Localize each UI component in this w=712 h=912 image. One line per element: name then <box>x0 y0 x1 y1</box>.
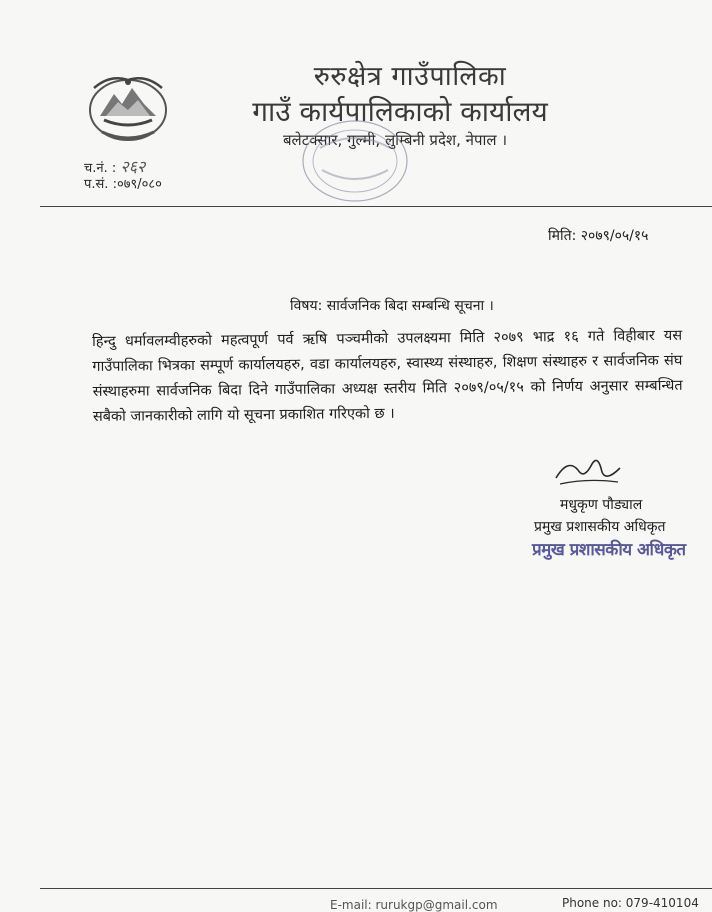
chalani-value: २६२ <box>120 157 146 176</box>
letter-body: हिन्दु धर्मावलम्वीहरुको महत्वपूर्ण पर्व ऋषि पञ्चमीको उपलक्ष्यमा मिति २०७९ भाद्र १६ गते विहीबार यस गाउँपालिका भित्रका सम्पूर्ण कार्यालयहरु, वडा कार्यालयहरु, स्वास्थ्य संस्थाहरु, शिक्षण संस्थाहरु र सार्वजनिक संघ संस्थाहरुमा सार्वजनिक बिदा दिने गाउँपालिका अध्यक्ष स्तरीय मिति २०७९/०५/१५ को निर्णय अनुसार सम्बन्धित सबैको जानकारीको लागि यो सूचना प्रकाशित गरिएको छ । <box>92 327 683 425</box>
footer-phone: Phone no: 079-410104 <box>562 896 699 910</box>
office-stamp-icon <box>300 118 410 204</box>
office-subtitle: गाउँ कार्यपालिकाको कार्यालय <box>252 95 548 128</box>
office-address: बलेटक्सार, गुल्मी, लुम्बिनी प्रदेश, नेपाल । <box>282 131 508 149</box>
chalani-number: च.नं. : २६२ <box>84 157 146 176</box>
header-divider <box>40 206 712 207</box>
letter-date: मिति: २०७९/०५/१५ <box>548 228 649 244</box>
office-name: रुरुक्षेत्र गाउँपालिका <box>313 61 507 92</box>
signatory-name: मधुकृण पौड्याल <box>560 497 643 513</box>
patra-sankhya: प.सं. :०७९/०८० <box>84 177 162 192</box>
letter-subject: विषय: सार्वजनिक बिदा सम्बन्धि सूचना । <box>290 298 494 314</box>
signatory-title: प्रमुख प्रशासकीय अधिकृत <box>534 519 666 535</box>
signature-icon <box>548 450 628 490</box>
footer-email: E-mail: rurukgp@gmail.com <box>330 898 498 912</box>
nepal-emblem-icon <box>84 70 172 146</box>
footer-divider <box>40 888 712 889</box>
signatory-stamp: प्रमुख प्रशासकीय अधिकृत <box>532 540 686 560</box>
